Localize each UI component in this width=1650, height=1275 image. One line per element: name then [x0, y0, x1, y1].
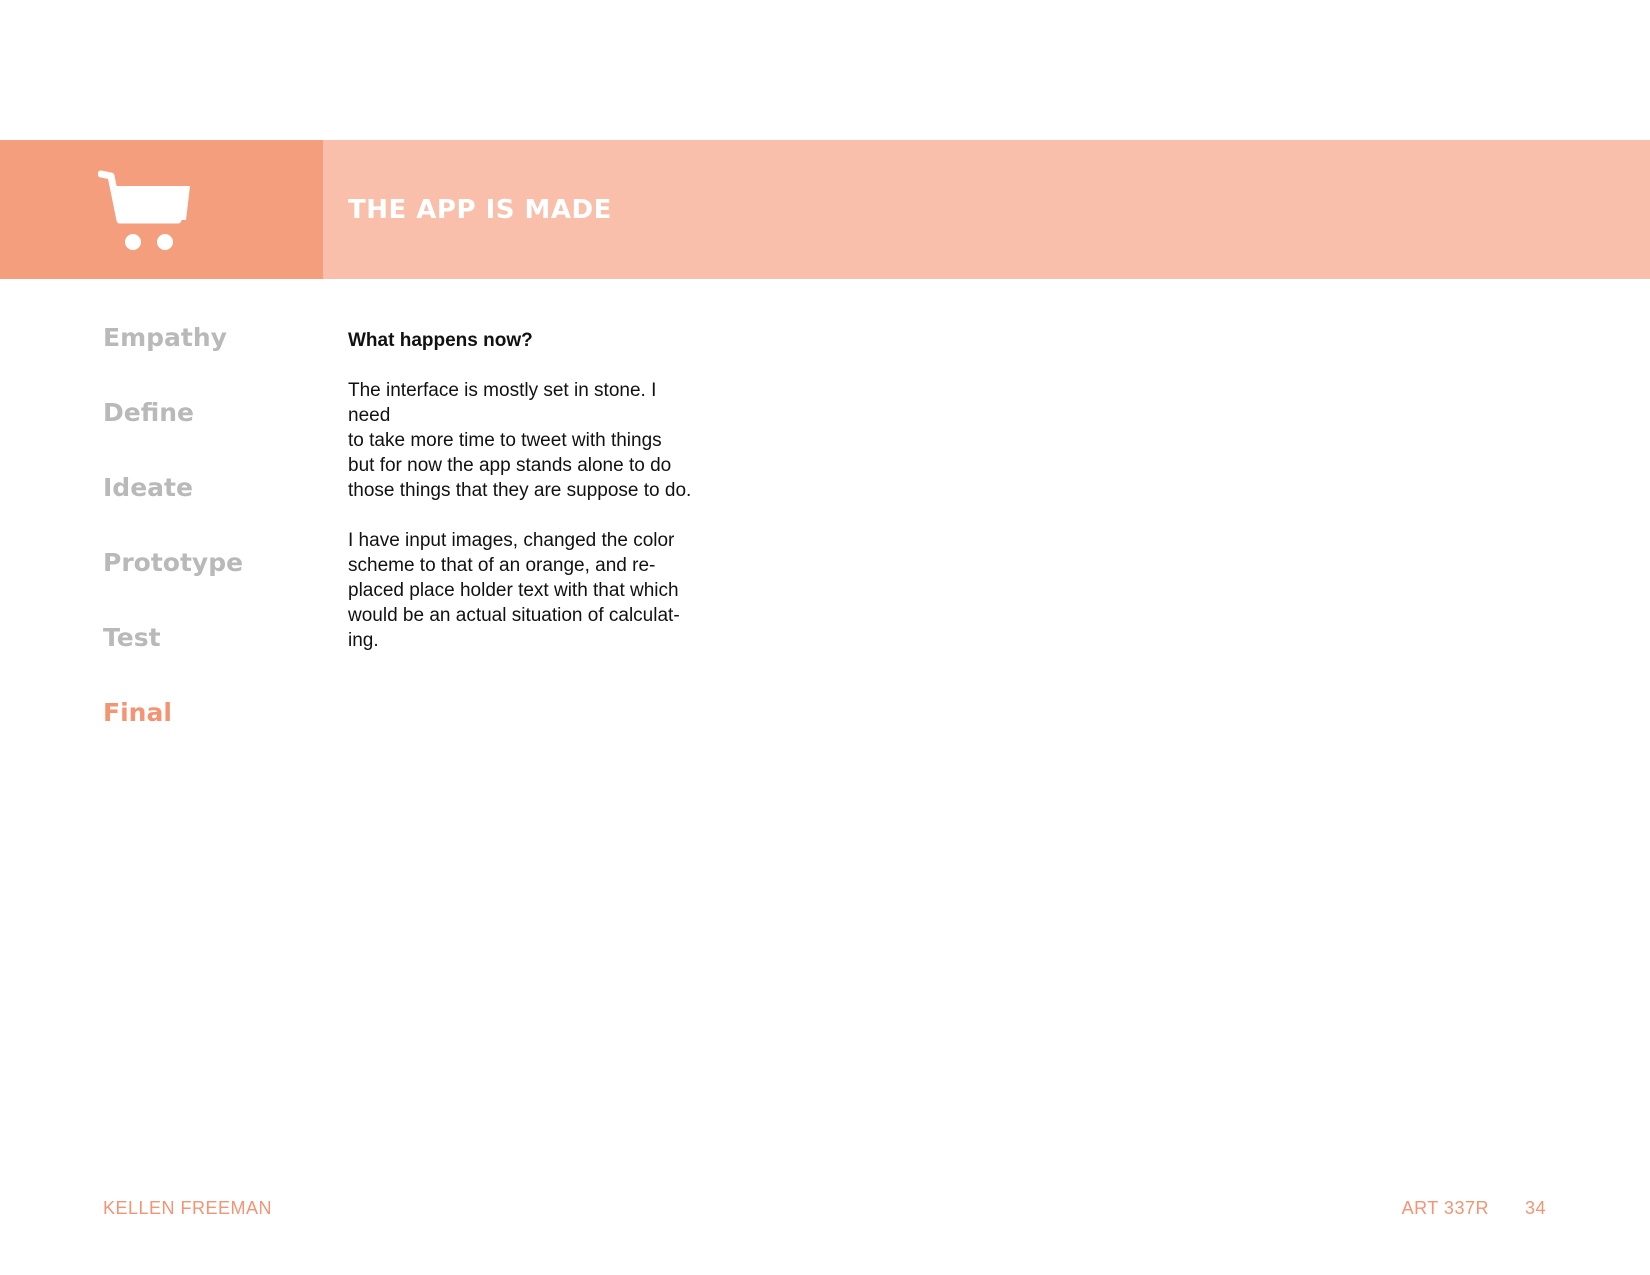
nav-item-prototype[interactable]: Prototype	[103, 548, 244, 577]
body-content	[348, 328, 698, 678]
footer-author: KELLEN FREEMAN	[103, 1198, 273, 1218]
page-number: 34	[1524, 1198, 1546, 1218]
content-paragraph-2: I have input images, changed the color scheme to that of an orange, and re- placed place holder text with that which would be an actual situation of calculat- ing.	[348, 530, 680, 651]
footer-course: ART 337R	[1401, 1198, 1489, 1218]
nav-item-ideate[interactable]: Ideate	[103, 473, 193, 502]
nav-item-empathy[interactable]: Empathy	[103, 323, 227, 352]
footer-info	[1402, 1198, 1546, 1219]
content-heading: What happens now?	[348, 330, 533, 351]
nav-item-define[interactable]: Define	[103, 398, 194, 427]
page-title: THE APP IS MADE	[348, 195, 612, 225]
nav-item-test[interactable]: Test	[103, 623, 161, 652]
shopping-cart-icon	[98, 170, 192, 254]
section-nav	[103, 318, 243, 768]
nav-item-final[interactable]: Final	[103, 698, 172, 727]
content-paragraph-1: The interface is mostly set in stone. I need to take more time to tweet with things but for now the app stands alone to do those things that they are suppose to do.	[348, 380, 692, 501]
